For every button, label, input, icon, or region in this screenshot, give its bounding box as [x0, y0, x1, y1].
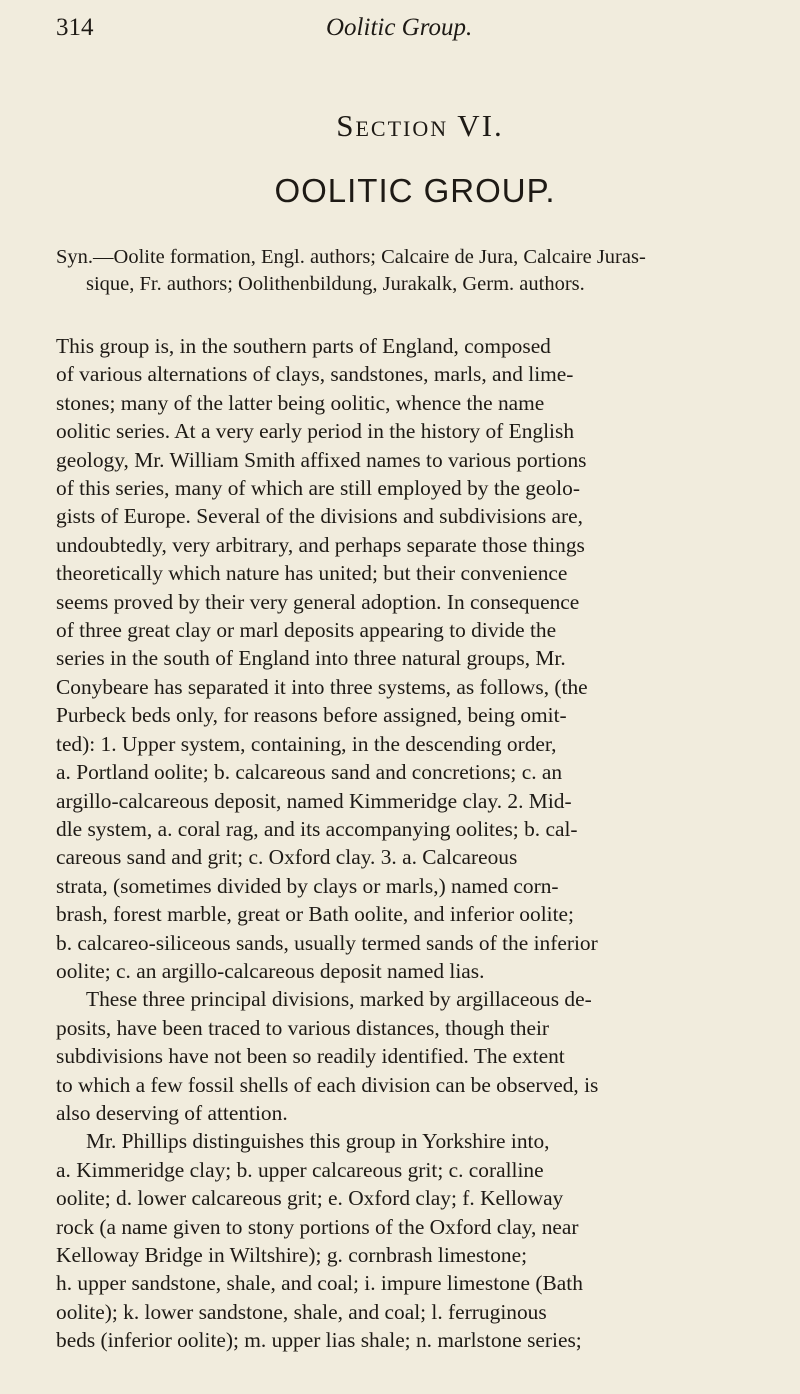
text-line: to which a few fossil shells of each division can be observed, is [56, 1072, 599, 1097]
text-line: brash, forest marble, great or Bath oolite, and inferior oolite; [56, 902, 574, 927]
text-line: a. Portland oolite; b. calcareous sand and concretions; c. an [56, 760, 563, 785]
text-line: undoubtedly, very arbitrary, and perhaps separate those things [56, 532, 585, 557]
text-line: of various alternations of clays, sandstones, marls, and lime- [56, 362, 574, 387]
text-line: oolite; d. lower calcareous grit; e. Oxford clay; f. Kelloway [56, 1186, 564, 1211]
text-line: gists of Europe. Several of the divisions and subdivisions are, [56, 504, 583, 529]
text-line: oolite; c. an argillo-calcareous deposit named lias. [56, 958, 485, 983]
text-line: strata, (sometimes divided by clays or marls,) named corn- [56, 873, 559, 898]
text-line: ted): 1. Upper system, containing, in the descending order, [56, 731, 557, 756]
text-line: of this series, many of which are still employed by the geolo- [56, 476, 580, 501]
text-line: careous sand and grit; c. Oxford clay. 3. a. Calcareous [56, 845, 518, 870]
section-heading: Section VI. [336, 108, 504, 143]
text-line: Purbeck beds only, for reasons before assigned, being omit- [56, 703, 567, 728]
synonymy-block [56, 244, 774, 298]
text-line: These three principal divisions, marked by argillaceous de- [86, 987, 592, 1012]
text-line: subdivisions have not been so readily identified. The extent [56, 1044, 565, 1069]
text-line: Kelloway Bridge in Wiltshire); g. cornbrash limestone; [56, 1243, 528, 1267]
text-line: dle system, a. coral rag, and its accompanying oolites; b. cal- [56, 816, 578, 841]
text-line: posits, have been traced to various distances, though their [56, 1015, 550, 1040]
text-line: seems proved by their very general adoption. In consequence [56, 589, 580, 614]
text-line: geology, Mr. William Smith affixed names to various portions [56, 447, 587, 472]
text-line: This group is, in the southern parts of England, composed [56, 334, 551, 358]
body-text [56, 332, 774, 1355]
running-title: Oolitic Group. [326, 14, 473, 41]
text-line: beds (inferior oolite); m. upper lias shale; n. marlstone series; [56, 1328, 582, 1353]
text-line: oolite); k. lower sandstone, shale, and coal; l. ferruginous [56, 1299, 547, 1324]
text-line: also deserving of attention. [56, 1100, 288, 1125]
text-line: Conybeare has separated it into three systems, as follows, (the [56, 674, 588, 699]
chapter-title: OOLITIC GROUP. [274, 172, 556, 209]
text-line: b. calcareo-siliceous sands, usually termed sands of the inferior [56, 930, 598, 955]
text-line: rock (a name given to stony portions of the Oxford clay, near [56, 1214, 579, 1239]
synonymy-line: Syn.—Oolite formation, Engl. authors; Calcaire de Jura, Calcaire Juras- [56, 246, 646, 268]
text-line: series in the south of England into three natural groups, Mr. [56, 646, 566, 671]
text-line: oolitic series. At a very early period in the history of English [56, 419, 575, 444]
text-line: argillo-calcareous deposit, named Kimmeridge clay. 2. Mid- [56, 788, 572, 813]
text-line: Mr. Phillips distinguishes this group in Yorkshire into, [86, 1129, 550, 1154]
text-line: of three great clay or marl deposits appearing to divide the [56, 618, 557, 643]
page-number: 314 [56, 14, 94, 41]
text-line: a. Kimmeridge clay; b. upper calcareous grit; c. coralline [56, 1157, 544, 1182]
synonymy-line: sique, Fr. authors; Oolithenbildung, Jurakalk, Germ. authors. [86, 273, 585, 295]
text-line: h. upper sandstone, shale, and coal; i. impure limestone (Bath [56, 1271, 583, 1296]
running-head [56, 14, 776, 48]
text-line: theoretically which nature has united; but their convenience [56, 561, 568, 586]
text-line: stones; many of the latter being oolitic, whence the name [56, 390, 545, 415]
